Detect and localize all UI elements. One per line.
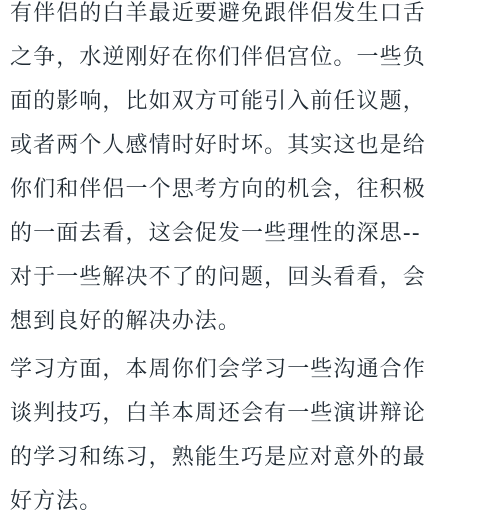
- text-line: 之争，水逆刚好在你们伴侣宫位。一些负: [10, 45, 426, 70]
- text-line: 好方法。: [10, 489, 103, 514]
- text-line: 你们和伴侣一个思考方向的机会，往积极: [10, 177, 426, 202]
- text-line: 学习方面，本周你们会学习一些沟通合作: [10, 357, 426, 382]
- text-line: 的学习和练习，熟能生巧是应对意外的最: [10, 445, 426, 470]
- text-line: 或者两个人感情时好时坏。其实这也是给: [10, 133, 426, 158]
- paragraph-relationship: [10, 0, 495, 344]
- text-line: 想到良好的解决办法。: [10, 309, 242, 334]
- text-line: 谈判技巧，白羊本周还会有一些演讲辩论: [10, 401, 426, 426]
- text-line: 的一面去看，这会促发一些理性的深思--: [10, 221, 421, 246]
- text-line: 面的影响，比如双方可能引入前任议题，: [10, 89, 426, 114]
- text-line: 有伴侣的白羊最近要避免跟伴侣发生口舌: [10, 1, 426, 26]
- text-line: 对于一些解决不了的问题，回头看看，会: [10, 265, 426, 290]
- paragraph-study: [10, 348, 495, 524]
